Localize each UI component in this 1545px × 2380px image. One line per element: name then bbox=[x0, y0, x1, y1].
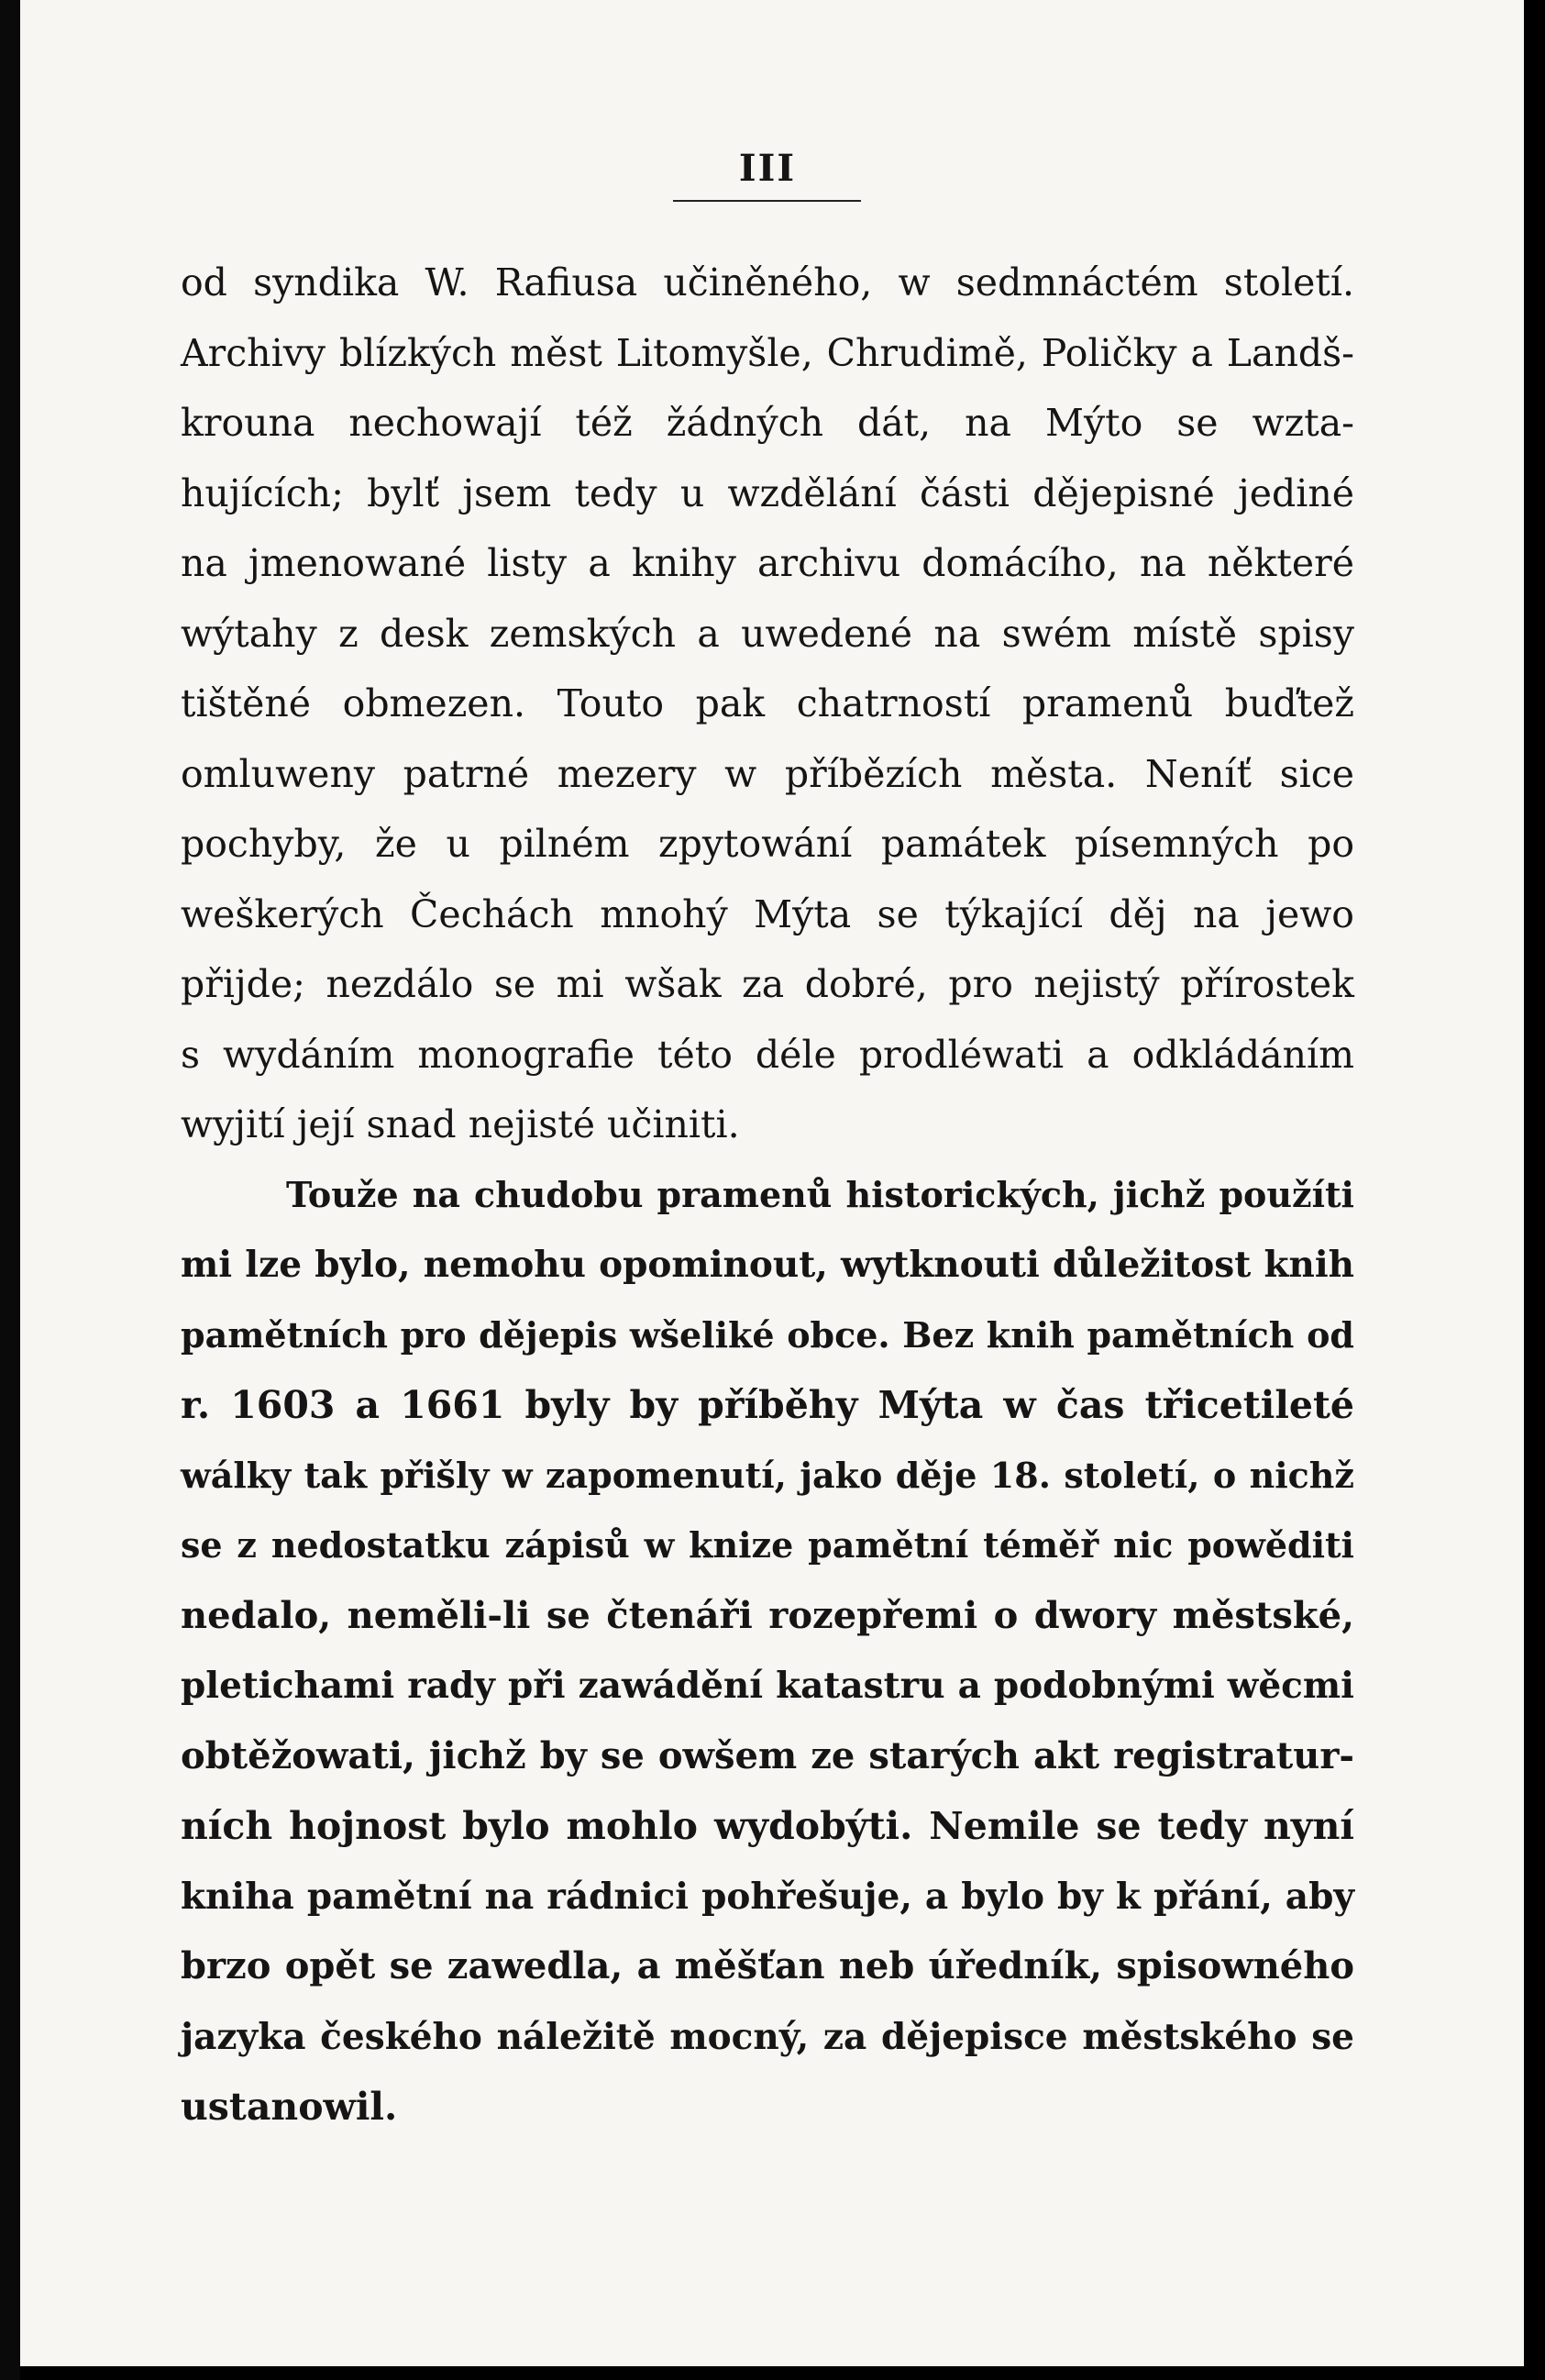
page-number: III bbox=[738, 147, 797, 190]
scan-edge bbox=[0, 0, 20, 2380]
text-line: pochyby, že u pilném zpytowání památek písemných po bbox=[181, 822, 1354, 866]
text-line: krouna nechowají též žádných dát, na Mýto se wzta- bbox=[181, 401, 1354, 445]
paragraph-2 bbox=[181, 1160, 1354, 2142]
body-text bbox=[181, 248, 1354, 2142]
text-line: r. 1603 a 1661 byly by příběhy Mýta w čas třicetileté bbox=[181, 1383, 1354, 1427]
text-line: tištěné obmezen. Touto pak chatrností pramenů buďtež bbox=[181, 681, 1354, 725]
text-line: na jmenowané listy a knihy archivu domácího, na některé bbox=[181, 541, 1354, 585]
text-line: jazyka českého náležitě mocný, za dějepisce městského se bbox=[181, 2015, 1354, 2058]
text-line: mi lze bylo, nemohu opominout, wytknouti důležitost knih bbox=[181, 1244, 1354, 1286]
text-line: ustanowil. bbox=[181, 2085, 398, 2129]
text-line: Touže na chudobu pramenů historických, jichž použíti bbox=[286, 1173, 1354, 1215]
text-line: wyjití její snad nejisté učiniti. bbox=[181, 1102, 740, 1146]
text-line: nedalo, neměli-li se čtenáři rozepřemi o dwory městské, bbox=[181, 1593, 1354, 1637]
text-line: přijde; nezdálo se mi wšak za dobré, pro nejistý přírostek bbox=[181, 962, 1354, 1006]
text-line: s wydáním monografie této déle prodléwati a odkládáním bbox=[181, 1032, 1354, 1077]
header-rule bbox=[673, 200, 861, 202]
text-line: se z nedostatku zápisů w knize pamětní téměř nic powěditi bbox=[181, 1524, 1354, 1566]
text-line: obtěžowati, jichž by se owšem ze starých akt registratur- bbox=[181, 1733, 1354, 1777]
text-line: omluweny patrné mezery w příbězích města. Neníť sice bbox=[181, 751, 1354, 796]
text-line: wýtahy z desk zemských a uwedené na swém místě spisy bbox=[181, 611, 1354, 656]
text-line: pletichami rady při zawádění katastru a podobnými wěcmi bbox=[181, 1665, 1354, 1707]
text-line: pamětních pro dějepis wšeliké obce. Bez knih pamětních od bbox=[181, 1313, 1354, 1356]
text-line: Archivy blízkých měst Litomyšle, Chrudimě, Poličky a Landš- bbox=[181, 330, 1354, 375]
text-line: od syndika W. Rafiusa učiněného, w sedmnáctém století. bbox=[181, 260, 1354, 304]
book-page bbox=[20, 0, 1524, 2366]
text-line: weškerých Čechách mnohý Mýta se týkající děj na jewo bbox=[181, 891, 1354, 936]
text-line: hujících; bylť jsem tedy u wzdělání části dějepisné jediné bbox=[181, 470, 1354, 515]
text-line: ních hojnost bylo mohlo wydobýti. Nemile se tedy nyní bbox=[181, 1804, 1354, 1848]
text-line: kniha pamětní na rádnici pohřešuje, a bylo by k přání, aby bbox=[181, 1875, 1354, 1918]
paragraph-1 bbox=[181, 248, 1354, 1160]
text-line: wálky tak přišly w zapomenutí, jako děje 18. století, o nichž bbox=[181, 1454, 1354, 1496]
text-line: brzo opět se zawedla, a měšťan neb úředník, spisowného bbox=[181, 1944, 1354, 1987]
